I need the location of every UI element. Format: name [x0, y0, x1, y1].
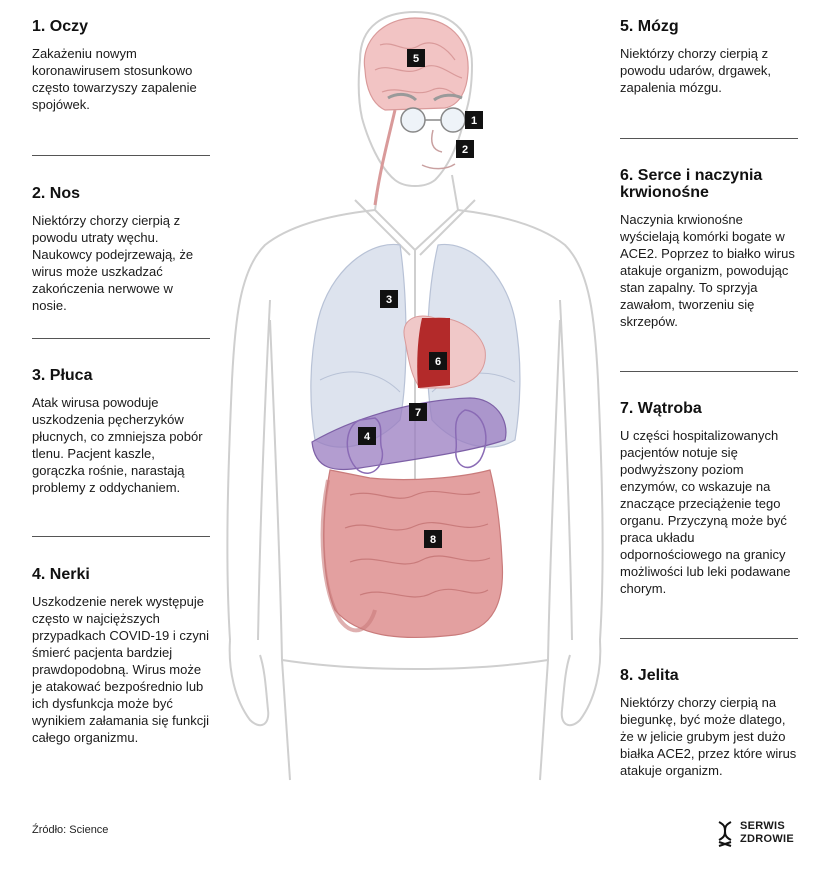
section-brain — [620, 18, 798, 96]
section-eyes-title: 1. Oczy — [32, 18, 89, 35]
section-liver — [620, 400, 798, 597]
section-nose-title: 2. Nos — [32, 185, 81, 202]
divider — [32, 338, 210, 339]
section-heart — [620, 167, 798, 330]
eye-left-icon — [401, 108, 425, 132]
marker-6 — [429, 352, 447, 370]
section-brain-text: Niektórzy chorzy cierpią z powodu udarów, drgawek, zapalenia mózgu. — [620, 46, 772, 95]
section-heart-title: 6. Serce i naczynia krwionośne — [620, 167, 763, 201]
intestines — [323, 470, 503, 637]
logo-line-1: SERWIS — [740, 820, 785, 832]
marker-8 — [424, 530, 442, 548]
marker-2 — [456, 140, 474, 158]
section-nose — [32, 185, 210, 314]
marker-1-label: 1 — [470, 115, 478, 127]
marker-5-label: 5 — [412, 53, 420, 65]
section-heart-text: Naczynia krwionośne wyścielają komórki bogate w ACE2. Poprzez to białko wirus atakuje organizm, powodując stan zapalny. To sprzyja zawałom, tworzeniu się skrzepów. — [620, 212, 795, 329]
divider — [620, 371, 798, 372]
divider — [620, 138, 798, 139]
section-nose-text: Niektórzy chorzy cierpią z powodu utraty węchu. Naukowcy podejrzewają, że wirus może uszkadzać zakończenia nerwowe w nosie. — [32, 213, 194, 313]
marker-4-label: 4 — [363, 431, 371, 443]
body-svg — [210, 0, 618, 800]
marker-7-label: 7 — [414, 407, 422, 419]
logo-line-2: ZDROWIE — [740, 833, 795, 845]
dna-icon — [716, 820, 734, 848]
marker-3-label: 3 — [385, 294, 393, 306]
source-note: Źródło: Science — [32, 824, 109, 836]
section-intestines — [620, 667, 798, 779]
section-intestines-title: 8. Jelita — [620, 667, 679, 684]
marker-1 — [465, 111, 483, 129]
marker-7 — [409, 403, 427, 421]
marker-4 — [358, 427, 376, 445]
section-eyes-text: Zakażeniu nowym koronawirusem stosunkowo często towarzyszy zapalenie spojówek. — [32, 46, 197, 112]
marker-8-label: 8 — [429, 534, 437, 546]
section-brain-title: 5. Mózg — [620, 18, 679, 35]
section-lungs-text: Atak wirusa powoduje uszkodzenia pęcherzyków płucnych, co zmniejsza pobór tlenu. Pacjent kaszle, gorączka rośnie, narastają problemy z oddychaniem. — [32, 395, 203, 495]
marker-3 — [380, 290, 398, 308]
marker-6-label: 6 — [434, 356, 442, 368]
body-illustration — [210, 0, 618, 800]
section-kidneys-title: 4. Nerki — [32, 566, 90, 583]
section-kidneys — [32, 566, 210, 746]
right-column — [620, 0, 798, 800]
section-eyes — [32, 18, 210, 113]
section-intestines-text: Niektórzy chorzy cierpią na biegunkę, być może dlatego, że w jelicie grubym jest dużo białka ACE2, przez które wirus atakuje organizm. — [620, 695, 797, 778]
marker-2-label: 2 — [461, 144, 469, 156]
eye-right-icon — [441, 108, 465, 132]
serwis-zdrowie-logo — [716, 818, 806, 850]
section-liver-title: 7. Wątroba — [620, 400, 702, 417]
divider — [620, 638, 798, 639]
section-liver-text: U części hospitalizowanych pacjentów notuje się podwyższony poziom enzymów, co wskazuje na znaczące przeciążenie tego organu. Przyczyną może być praca układu odpornościowego na granicy możliwości lub leki podawane chorym. — [620, 428, 791, 596]
section-kidneys-text: Uszkodzenie nerek występuje często w najcięższych przypadkach COVID-19 i czyni śmierć pacjenta bardziej prawdopodobną. Wirus może je atakować bezpośrednio lub ich dysfunkcja może być wynikiem załamania się funkcji całego organizmu. — [32, 594, 210, 745]
marker-5 — [407, 49, 425, 67]
logo-text — [740, 820, 794, 846]
divider — [32, 155, 210, 156]
left-column — [32, 0, 210, 800]
divider — [32, 536, 210, 537]
section-lungs-title: 3. Płuca — [32, 367, 93, 384]
section-lungs — [32, 367, 210, 496]
